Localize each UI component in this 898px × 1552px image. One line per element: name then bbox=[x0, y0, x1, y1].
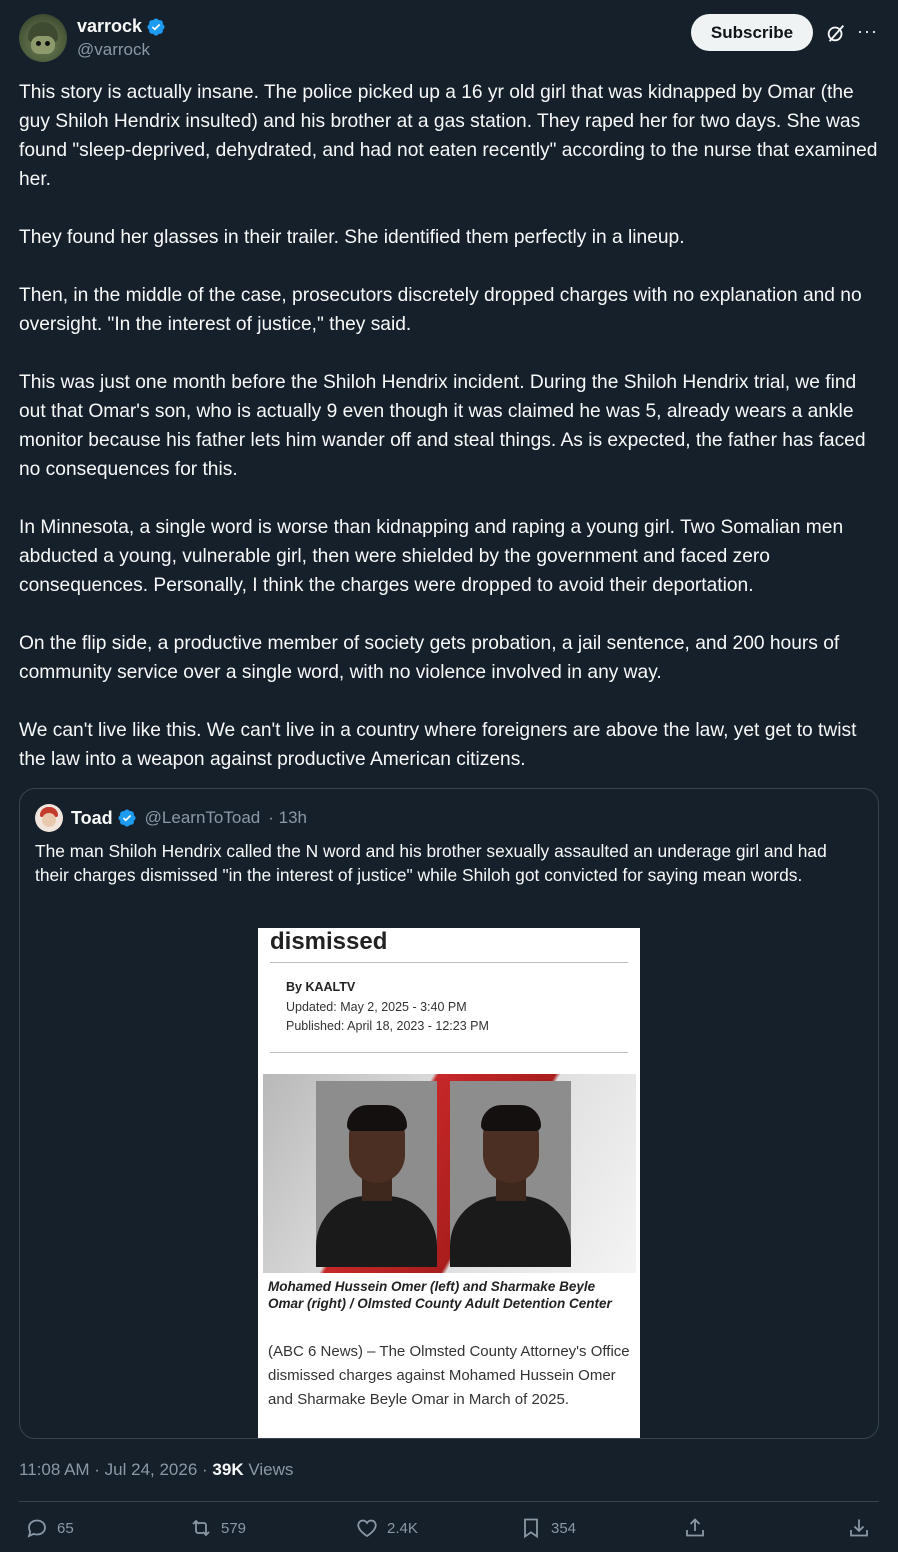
post-paragraph: This story is actually insane. The police picked up a 16 yr old girl that was kidnapped by Omar (the guy Shiloh Hendrix insulted) and his brother at a gas station. They raped her for two days. She was found "sleep-deprived, dehydrated, and had not eaten recently" according to the nurse that examined her. bbox=[19, 82, 878, 190]
author-handle[interactable]: @varrock bbox=[77, 40, 150, 59]
quoted-author-handle[interactable]: @LearnToToad bbox=[144, 808, 261, 827]
repost-icon bbox=[189, 1516, 213, 1540]
subscribe-button[interactable]: Subscribe bbox=[691, 14, 813, 51]
verified-badge-icon bbox=[117, 808, 137, 828]
article-paragraph: (ABC 6 News) – The Olmsted County Attorney's Office dismissed charges against Mohamed Hussein Omer and Sharmake Beyle Omar in March of 2025. bbox=[268, 1343, 630, 1408]
grok-icon[interactable] bbox=[825, 22, 847, 44]
reply-button[interactable] bbox=[25, 1516, 74, 1540]
mugshot-left bbox=[316, 1081, 437, 1267]
repost-button[interactable] bbox=[189, 1516, 246, 1540]
views-label: Views bbox=[243, 1460, 294, 1479]
bookmark-icon bbox=[519, 1516, 543, 1540]
article-divider bbox=[270, 1052, 628, 1053]
quoted-post-text: The man Shiloh Hendrix called the N word and his brother sexually assaulted an underage girl and had their charges dismissed "in the interest of justice" while Shiloh got convicted for saying mean words. bbox=[35, 841, 827, 885]
heart-icon bbox=[355, 1516, 379, 1540]
quoted-post[interactable] bbox=[19, 788, 879, 1439]
quoted-post-time[interactable]: · 13h bbox=[268, 808, 307, 827]
post-meta bbox=[19, 1460, 293, 1480]
more-options-icon[interactable]: ··· bbox=[857, 21, 878, 41]
post-text bbox=[19, 78, 881, 803]
meta-divider bbox=[19, 1501, 879, 1502]
download-button[interactable] bbox=[847, 1516, 871, 1540]
action-bar bbox=[19, 1516, 879, 1546]
quoted-post-image[interactable] bbox=[258, 928, 640, 1439]
post-paragraph: They found her glasses in their trailer. She identified them perfectly in a lineup. bbox=[19, 227, 685, 248]
article-updated: Updated: May 2, 2025 - 3:40 PM bbox=[286, 1000, 467, 1014]
article-photo bbox=[263, 1074, 636, 1273]
verified-badge-icon bbox=[146, 17, 166, 37]
reply-icon bbox=[25, 1516, 49, 1540]
article-published: Published: April 18, 2023 - 12:23 PM bbox=[286, 1019, 489, 1033]
post-paragraph: Then, in the middle of the case, prosecutors discretely dropped charges with no explanation and no oversight. "In the interest of justice," they said. bbox=[19, 285, 862, 335]
post-paragraph: This was just one month before the Shiloh Hendrix incident. During the Shiloh Hendrix trial, we find out that Omar's son, who is actually 9 even though it was claimed he was 5, already wears a ankle monitor because his father lets him wander off and steal things. As is expected, the father has faced no consequences for this. bbox=[19, 372, 866, 480]
share-button[interactable] bbox=[683, 1516, 707, 1540]
article-title: dismissed bbox=[270, 928, 388, 955]
quoted-post-header bbox=[35, 805, 307, 831]
article-photo-caption: Mohamed Hussein Omer (left) and Sharmake Beyle Omar (right) / Olmsted County Adult Detention Center bbox=[268, 1279, 612, 1311]
author-display-name[interactable]: varrock bbox=[77, 16, 166, 37]
like-button[interactable] bbox=[355, 1516, 418, 1540]
post-paragraph: In Minnesota, a single word is worse than kidnapping and raping a young girl. Two Somalian men abducted a young, vulnerable girl, then were shielded by the government and faced zero consequences. Personally, I think the charges were dropped to avoid their deportation. bbox=[19, 517, 844, 596]
bookmark-button[interactable] bbox=[519, 1516, 576, 1540]
share-icon bbox=[683, 1516, 707, 1540]
author-info bbox=[77, 16, 166, 60]
post-timestamp[interactable]: 11:08 AM · Jul 24, 2026 · bbox=[19, 1460, 213, 1479]
article-divider bbox=[270, 962, 628, 963]
post-paragraph: On the flip side, a productive member of society gets probation, a jail sentence, and 200 hours of community service over a single word, with no violence involved in any way. bbox=[19, 633, 840, 683]
post-paragraph: We can't live like this. We can't live in a country where foreigners are above the law, yet get to twist the law into a weapon against productive American citizens. bbox=[19, 720, 857, 770]
views-count: 39K bbox=[212, 1460, 244, 1479]
reply-count: 65 bbox=[57, 1519, 74, 1537]
article-byline: By KAALTV bbox=[286, 980, 356, 994]
repost-count: 579 bbox=[221, 1519, 247, 1537]
bookmark-count: 354 bbox=[551, 1519, 577, 1537]
author-avatar[interactable] bbox=[19, 14, 67, 62]
quoted-author-display-name[interactable]: Toad bbox=[71, 807, 113, 828]
like-count: 2.4K bbox=[387, 1519, 418, 1537]
download-icon bbox=[847, 1516, 871, 1540]
quoted-author-avatar[interactable] bbox=[35, 804, 63, 832]
mugshot-right bbox=[450, 1081, 571, 1267]
post-header bbox=[19, 14, 879, 64]
